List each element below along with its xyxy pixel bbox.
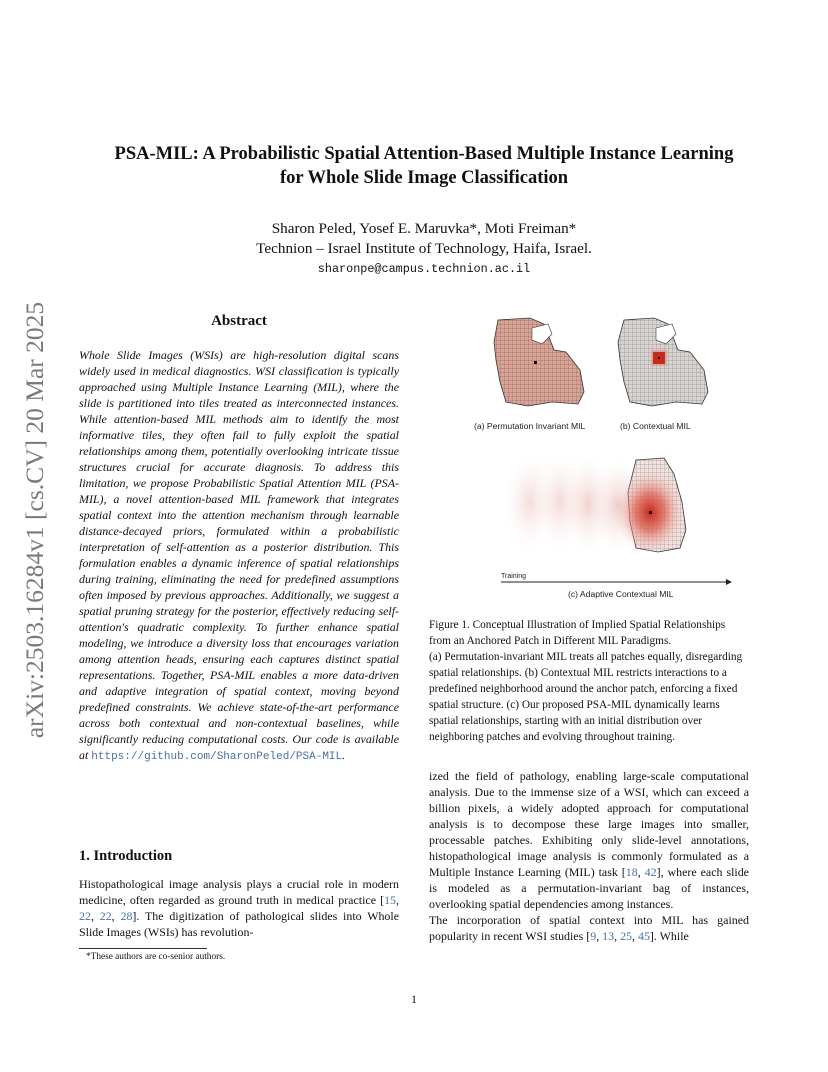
citation-link[interactable]: 13 — [602, 929, 615, 943]
intro-right-text-d: ]. While — [649, 929, 689, 943]
arxiv-identifier — [18, 280, 52, 760]
author-email[interactable]: sharonpe@campus.technion.ac.il — [317, 262, 531, 276]
intro-text-b: ]. The digitization of pathological slides into Whole Slide Images (WSIs) has revolution- — [79, 909, 400, 939]
citation-link[interactable]: 18 — [625, 865, 638, 879]
page-number: 1 — [411, 992, 417, 1006]
label-b: (b) Contextual MIL — [620, 421, 691, 431]
authors: Sharon Peled, Yosef E. Maruvka*, Moti Freiman* — [271, 220, 577, 237]
label-a: (a) Permutation Invariant MIL — [474, 421, 586, 431]
label-c: (c) Adaptive Contextual MIL — [568, 589, 674, 599]
intro-paragraph-left: Histopathological image analysis plays a crucial role in modern medicine, often regarded as ground truth in medical practice [15, 22, 22, 28]. The digitization of pathological slides into Whole Slide Images (WSIs) has revolution- — [79, 877, 400, 939]
title-line-2: for Whole Slide Image Classification — [279, 168, 569, 188]
abstract-heading: Abstract — [211, 313, 267, 329]
intro-right-text-a: ized the field of pathology, enabling large-scale computational analysis. Due to the immense size of a WSI, which can exceed a billion pixels, a widely adopted approach for computational analysis is to decompose these large images into smaller, processable patches. Exhibiting only slide-level annotations, histopathological image analysis is commonly formulated as a Multiple Instance Learning (MIL) task [ — [429, 769, 749, 879]
abstract-body — [79, 347, 399, 765]
citation-link[interactable]: 25 — [620, 929, 633, 943]
citation-link[interactable]: 9 — [590, 929, 597, 943]
arxiv-id-text: arXiv:2503.16284v1 [cs.CV] 20 Mar 2025 — [20, 301, 49, 739]
intro-right-text-c: The incorporation of spatial context into MIL has gained popularity in recent WSI studies [ — [429, 913, 749, 943]
citation-link[interactable]: 28 — [120, 909, 133, 923]
section-heading-introduction: 1. Introduction — [79, 848, 173, 864]
intro-text-a: Histopathological image analysis plays a crucial role in modern medicine, often regarded as ground truth in medical practice [ — [79, 877, 399, 907]
paper-title — [60, 142, 788, 190]
training-label: Training — [501, 573, 527, 580]
intro-right-p2: The incorporation of spatial context into MIL has gained popularity in recent WSI studies [9, 13, 25, 45]. While — [429, 913, 749, 943]
footnote: *These authors are co-senior authors. — [86, 952, 226, 962]
panel-c-progression — [506, 452, 698, 562]
footnote-divider — [79, 948, 207, 949]
affiliation: Technion – Israel Institute of Technology, Haifa, Israel. — [256, 240, 592, 257]
citation-link[interactable]: 22 — [79, 909, 91, 923]
panel-a-tissue — [468, 312, 598, 412]
intro-paragraph-right — [429, 768, 749, 944]
caption-title: Figure 1. Conceptual Illustration of Implied Spatial Relationships from an Anchored Patch in Different MIL Paradigms. — [429, 619, 726, 647]
caption-body: (a) Permutation-invariant MIL treats all patches equally, disregarding spatial relationships. (b) Contextual MIL restricts interactions to a predefined neighborhood around the anchor patch, enforcing a fixed spatial structure. (c) Our proposed PSA-MIL dynamically learns spatial relationships, starting with an initial distribution over neighboring patches and evolving throughout training. — [429, 651, 743, 743]
title-line-1: PSA-MIL: A Probabilistic Spatial Attention-Based Multiple Instance Learning — [114, 144, 734, 164]
citation-link[interactable]: 45 — [637, 929, 650, 943]
figure-caption — [429, 617, 749, 745]
panel-b-tissue — [608, 312, 718, 412]
figure-graphic — [468, 312, 758, 608]
intro-right-text-b: ], where each slide is modeled as a permutation-invariant bag of instances, overlooking spatial dependencies among instances. — [429, 865, 749, 911]
abstract-text: Whole Slide Images (WSIs) are high-resolution digital scans widely used in medical diagnostics. WSI classification is typically approached using Multiple Instance Learning (MIL), where the slide is partitioned into tiles treated as interconnected instances. While attention-based MIL methods aim to identify the most informative tiles, they often fail to fully exploit the spatial relationships among them, potentially overlooking intricate tissue structures crucial for accurate diagnosis. To address this limitation, we propose Probabilistic Spatial Attention MIL (PSA-MIL), a novel attention-based MIL framework that integrates spatial context into the attention mechanism through learnable distance-decayed priors, formulated within a probabilistic interpretation of self-attention as a posterior distribution. This formulation enables a dynamic inference of spatial relationships during training, eliminating the need for predefined assumptions often imposed by previous approaches. Additionally, we suggest a spatial pruning strategy for the posterior, effectively reducing self-attention's quadratic complexity. To further enhance spatial modeling, we introduce a diversity loss that encourages variation among attention heads, ensuring each captures distinct spatial representations. Together, PSA-MIL enables a more data-driven and adaptive integration of spatial context, moving beyond predefined constraints. We achieve state-of-the-art performance across both contextual and non-contextual baselines, while significantly reducing computational costs. Our code is available at — [79, 348, 399, 762]
training-arrow-head — [726, 579, 732, 585]
code-link[interactable]: https://github.com/SharonPeled/PSA-MIL — [91, 751, 343, 763]
citation-link[interactable]: 42 — [644, 865, 657, 879]
abstract-end: . — [342, 748, 346, 762]
citation-link[interactable]: 22 — [99, 909, 112, 923]
figure-1 — [468, 312, 758, 608]
citation-link[interactable]: 15 — [384, 893, 397, 907]
intro-right-p1: ized the field of pathology, enabling large-scale computational analysis. Due to the immense size of a WSI, which can exceed a billion pixels, a widely adopted approach for computational analysis is to decompose these large images into smaller, processable patches. Exhibiting only slide-level annotations, histopathological image analysis is commonly formulated as a Multiple Instance Learning (MIL) task [18, 42], where each slide is modeled as a permutation-invariant bag of instances, overlooking spatial dependencies among instances. — [429, 769, 749, 911]
